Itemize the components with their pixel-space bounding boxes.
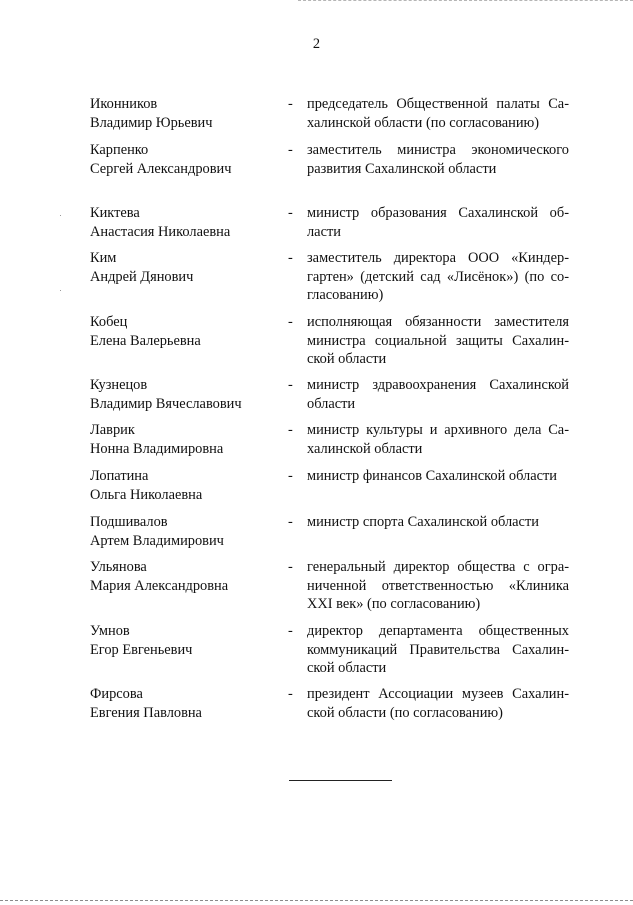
role-line: гартен» (детский сад «Лисёнок») (по со- [307, 268, 569, 285]
member-surname: Ким [90, 250, 117, 266]
member-surname: Кобец [90, 314, 128, 330]
member-role [307, 421, 569, 458]
entry-dash: - [288, 314, 293, 330]
member-surname: Фирсова [90, 686, 143, 702]
role-line: заместитель министра экономического [307, 142, 569, 158]
member-name [90, 313, 280, 350]
member-surname: Лаврик [90, 422, 135, 438]
role-line: министр культуры и архивного дела Са- [307, 422, 569, 438]
member-given-names: Владимир Юрьевич [90, 114, 213, 131]
role-line: коммуникаций Правительства Сахалин- [307, 641, 569, 658]
member-role [307, 376, 569, 413]
scan-edge-top [298, 0, 633, 2]
member-given-names: Мария Александровна [90, 577, 229, 594]
role-line: исполняющая обязанности заместителя [307, 314, 569, 330]
member-role [307, 313, 569, 369]
member-name [90, 376, 280, 413]
member-given-names: Нонна Владимировна [90, 440, 224, 457]
member-name [90, 513, 280, 550]
member-surname: Киктева [90, 205, 140, 221]
member-name [90, 685, 280, 722]
member-surname: Подшивалов [90, 514, 168, 530]
role-line: министра социальной защиты Сахалин- [307, 332, 569, 349]
member-given-names: Егор Евгеньевич [90, 641, 193, 658]
member-name [90, 95, 280, 132]
role-line: министр финансов Сахалинской области [307, 468, 557, 484]
role-line: министр здравоохранения Сахалинской [307, 377, 569, 393]
member-given-names: Елена Валерьевна [90, 332, 201, 349]
page-number: 2 [312, 36, 321, 52]
entry-dash: - [288, 514, 293, 530]
member-name [90, 622, 280, 659]
member-given-names: Ольга Николаевна [90, 486, 203, 503]
member-name [90, 141, 280, 178]
member-role [307, 249, 569, 305]
role-line: ласти [307, 223, 341, 240]
member-role [307, 622, 569, 678]
member-role [307, 558, 569, 614]
entry-dash: - [288, 422, 293, 438]
role-line: министр спорта Сахалинской области [307, 514, 539, 530]
member-surname: Умнов [90, 623, 130, 639]
member-given-names: Евгения Павловна [90, 704, 202, 721]
member-name [90, 558, 280, 595]
entry-dash: - [288, 205, 293, 221]
entry-dash: - [288, 250, 293, 266]
closing-rule [289, 780, 392, 781]
member-surname: Лопатина [90, 468, 149, 484]
member-surname: Кузнецов [90, 377, 148, 393]
role-line: халинской области (по согласованию) [307, 114, 540, 131]
member-given-names: Анастасия Николаевна [90, 223, 231, 240]
role-line: области [307, 395, 356, 412]
role-line: президент Ассоциации музеев Сахалин- [307, 686, 569, 702]
member-role [307, 513, 569, 532]
scan-speck [60, 290, 61, 291]
entry-dash: - [288, 468, 293, 484]
role-line: председатель Общественной палаты Са- [307, 96, 569, 112]
member-given-names: Артем Владимирович [90, 532, 224, 549]
entry-dash: - [288, 686, 293, 702]
member-surname: Иконников [90, 96, 158, 112]
role-line: гласованию) [307, 287, 384, 303]
role-line: ской области (по согласованию) [307, 704, 503, 721]
member-role [307, 95, 569, 132]
role-line: XXI век» (по согласованию) [307, 596, 481, 612]
entry-dash: - [288, 142, 293, 158]
role-line: директор департамента общественных [307, 623, 569, 639]
role-line: министр образования Сахалинской об- [307, 205, 569, 221]
member-role [307, 204, 569, 241]
role-line: генеральный директор общества с огра- [307, 559, 569, 575]
entry-dash: - [288, 623, 293, 639]
scan-speck [60, 215, 61, 216]
role-line: ской области [307, 660, 387, 676]
member-surname: Ульянова [90, 559, 147, 575]
role-line: ской области [307, 351, 387, 367]
role-line: халинской области [307, 440, 423, 457]
entry-dash: - [288, 559, 293, 575]
entry-dash: - [288, 96, 293, 112]
member-given-names: Сергей Александрович [90, 160, 232, 177]
role-line: заместитель директора ООО «Киндер- [307, 250, 569, 266]
scan-edge-bottom [0, 900, 633, 902]
role-line: развития Сахалинской области [307, 160, 497, 177]
member-role [307, 141, 569, 178]
member-given-names: Андрей Дянович [90, 268, 194, 285]
member-name [90, 204, 280, 241]
entry-dash: - [288, 377, 293, 393]
member-role [307, 685, 569, 722]
member-given-names: Владимир Вячеславович [90, 395, 242, 412]
member-name [90, 249, 280, 286]
member-surname: Карпенко [90, 142, 149, 158]
member-name [90, 421, 280, 458]
role-line: ниченной ответственностью «Клиника [307, 577, 569, 594]
member-name [90, 467, 280, 504]
member-role [307, 467, 569, 486]
